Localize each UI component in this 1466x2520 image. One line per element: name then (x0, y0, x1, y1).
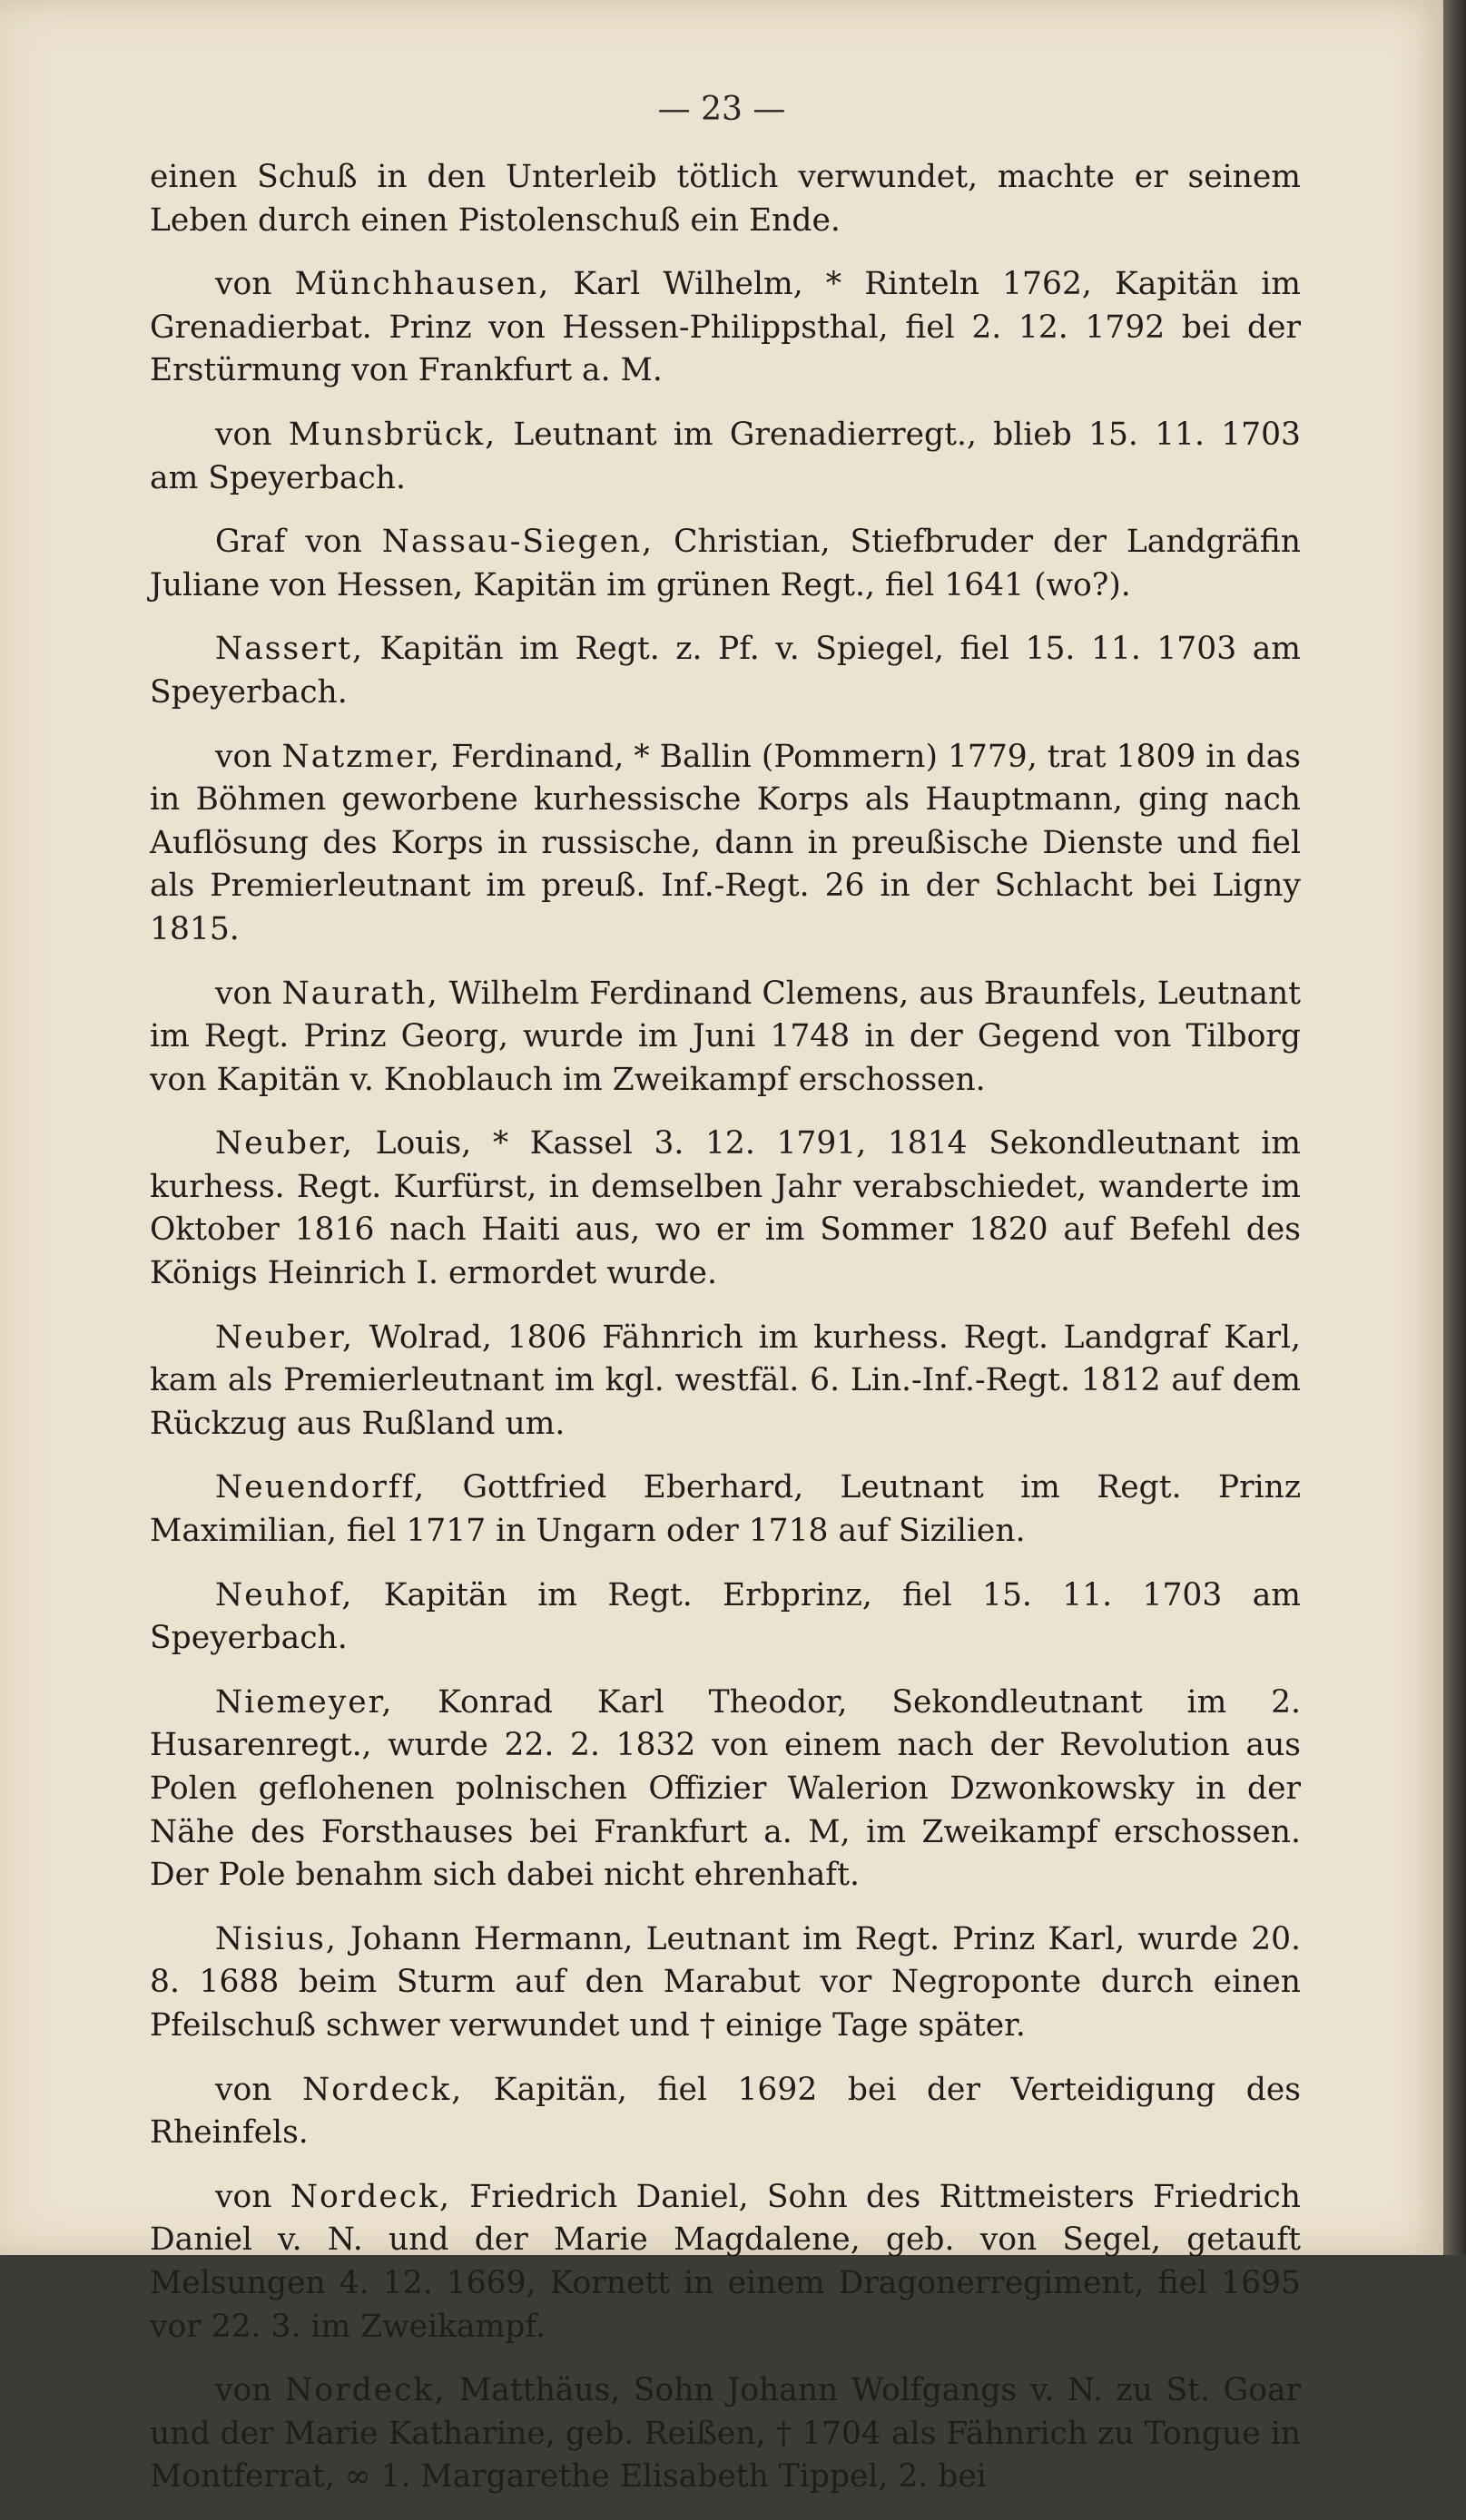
entry-name: Nassau-Siegen, (381, 524, 654, 561)
entry-paragraph (150, 156, 1301, 242)
entry-text: Leutnant im Grenadierregt., blieb 15. 11. 1703 am Speyerbach. (150, 416, 1301, 496)
entry-name: Neuber, (215, 1319, 354, 1356)
entry-paragraph (150, 414, 1301, 500)
entry-name: Nordeck, (302, 2071, 464, 2108)
entry-name: Nordeck, (290, 2178, 451, 2215)
entry-lead: Graf von (215, 524, 362, 561)
entry-text: Gottfried Eberhard, Leutnant im Regt. Prinz Maximilian, fiel 1717 in Ungarn oder 1718 auf Sizilien. (150, 1469, 1302, 1550)
entry-name: Munsbrück, (288, 416, 497, 453)
entry-paragraph (150, 973, 1301, 1103)
entry-text: Johann Hermann, Leutnant im Regt. Prinz Karl, wurde 20. 8. 1688 beim Sturm auf den Marabut vor Negroponte durch einen Pfeilschuß schwer verwundet und † einige Tage später. (150, 1920, 1301, 2044)
entry-paragraph (150, 263, 1301, 393)
entry-name: Neuendorff, (215, 1469, 427, 1506)
entry-paragraph (150, 521, 1301, 607)
entry-lead: von (215, 975, 272, 1012)
entry-text: Louis, * Kassel 3. 12. 1791, 1814 Sekondleutnant im kurhess. Regt. Kurfürst, in demselben Jahr verabschiedet, wanderte im Oktober 1816 nach Haiti aus, wo er im Sommer 1820 auf Befehl des Königs Heinrich I. ermordet wurde. (150, 1125, 1302, 1292)
entry-name: Nassert, (215, 631, 364, 668)
entry-paragraph (150, 1123, 1301, 1295)
entry-name: Niemeyer, (215, 1683, 394, 1721)
entry-text: Wolrad, 1806 Fähnrich im kurhess. Regt. Landgraf Karl, kam als Premierleutnant im kgl. westfäl. 6. Lin.-Inf.-Regt. 1812 auf dem Rückzug aus Rußland um. (150, 1319, 1302, 1442)
entry-text: Wilhelm Ferdinand Clemens, aus Braunfels, Leutnant im Regt. Prinz Georg, wurde im Juni 1748 in der Gegend von Tilborg von Kapitän v. Knoblauch im Zweikampf erschossen. (150, 975, 1302, 1098)
entry-name: Neuhof, (215, 1576, 354, 1613)
entry-name: Nordeck, (285, 2372, 447, 2409)
entry-name: Neuber, (215, 1125, 354, 1162)
entry-lead: von (215, 266, 272, 303)
entry-paragraph (150, 1317, 1301, 1446)
entry-paragraph (150, 1682, 1301, 1897)
entry-text: Christian, Stiefbruder der Landgräfin Juliane von Hessen, Kapitän im grünen Regt., fiel 1641 (wo?). (150, 524, 1302, 603)
entry-paragraph (150, 628, 1301, 714)
entry-paragraph (150, 1466, 1301, 1553)
entry-name: Nisius, (215, 1920, 338, 1957)
page-text (150, 156, 1301, 2520)
entry-text: Kapitän im Regt. Erbprinz, fiel 15. 11. 1703 am Speyerbach. (150, 1576, 1301, 1657)
entry-paragraph (150, 1918, 1301, 2048)
entry-text: Karl Wilhelm, * Rinteln 1762, Kapitän im Grenadierbat. Prinz von Hessen-Philippsthal, fiel 2. 12. 1792 bei der Erstürmung von Frankfurt a. M. (150, 266, 1301, 389)
entry-paragraph (150, 2176, 1301, 2348)
entry-paragraph (150, 736, 1301, 952)
entry-name: Natzmer, (281, 738, 442, 775)
page-edge-shadow (1443, 0, 1466, 2255)
entry-name: Münchhausen, (294, 266, 551, 303)
entry-text: Friedrich Daniel, Sohn des Rittmeisters Friedrich Daniel v. N. und der Marie Magdalene, geb. von Segel, getauft Melsungen 4. 12. 1669, Kornett in einem Dragonerregiment, fiel 1695 vor 22. 3. im Zweikampf. (150, 2178, 1302, 2345)
entry-paragraph (150, 2369, 1301, 2499)
entry-lead: von (215, 2372, 272, 2409)
page-number: — 23 — (657, 91, 786, 128)
entry-text: Ferdinand, * Ballin (Pommern) 1779, trat 1809 in das in Böhmen geworbene kurhessische Korps als Hauptmann, ging nach Auflösung des Korps in russische, dann in preußische Dienste und fiel als Premierleutnant im preuß. Inf.-Regt. 26 in der Schlacht bei Ligny 1815. (150, 738, 1301, 947)
entry-paragraph (150, 1574, 1301, 1661)
entry-lead: von (215, 416, 272, 453)
entry-text: Matthäus, Sohn Johann Wolfgangs v. N. zu St. Goar und der Marie Katharine, geb. Reißen, † 1704 als Fähnrich zu Tongue in Montferrat, ∞ 1. Margarethe Elisabeth Tippel, 2. bei (150, 2372, 1302, 2495)
entry-text: Konrad Karl Theodor, Sekondleutnant im 2. Husarenregt., wurde 22. 2. 1832 von einem nach der Revolution aus Polen geflohenen polnischen Offizier Walerion Dzwonkowsky in der Nähe des Forsthauses bei Frankfurt a. M, im Zweikampf erschossen. Der Pole benahm sich dabei nicht ehrenhaft. (150, 1683, 1301, 1894)
entry-lead: von (215, 738, 272, 775)
entry-text: Kapitän, fiel 1692 bei der Verteidigung des Rheinfels. (150, 2071, 1302, 2152)
entry-lead: von (215, 2071, 272, 2108)
entry-name: Naurath, (281, 975, 439, 1012)
entry-text: Kapitän im Regt. z. Pf. v. Spiegel, fiel 15. 11. 1703 am Speyerbach. (150, 631, 1301, 711)
entry-lead: von (215, 2178, 272, 2215)
entry-paragraph (150, 2069, 1301, 2155)
entry-text: einen Schuß in den Unterleib tötlich verwundet, machte er seinem Leben durch einen Pistolenschuß ein Ende. (150, 159, 1301, 239)
